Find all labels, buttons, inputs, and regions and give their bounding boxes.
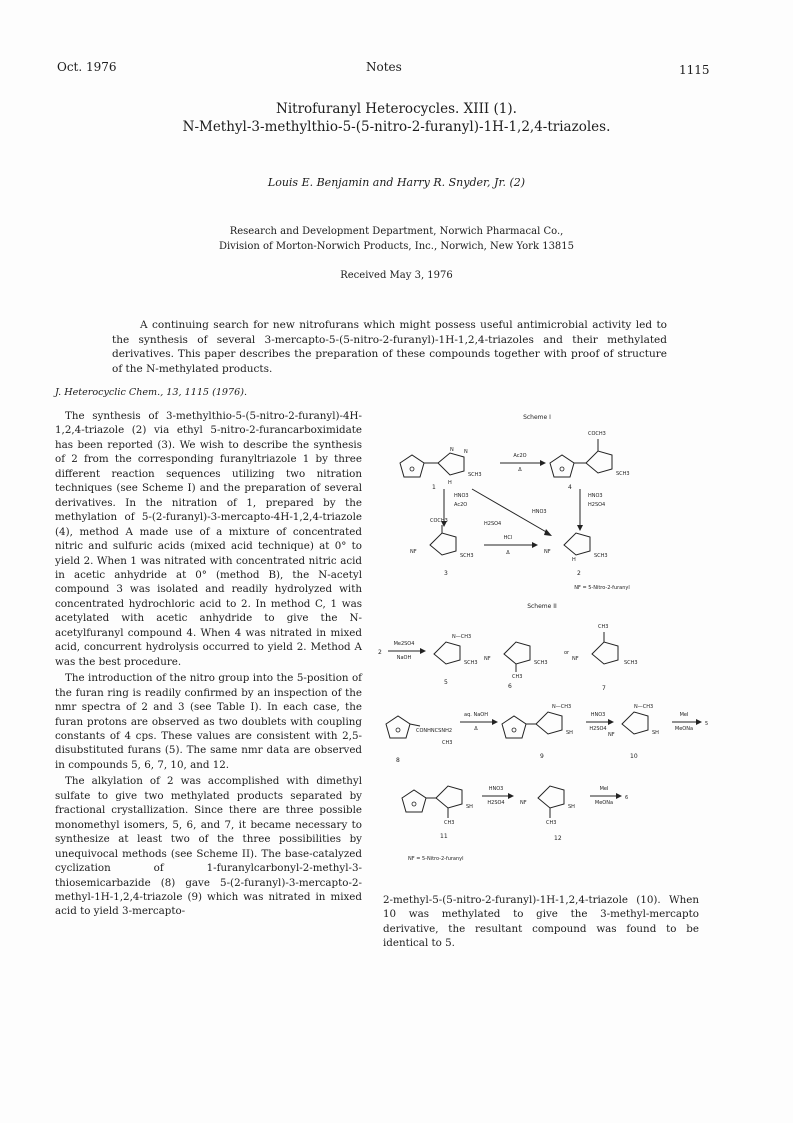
svg-text:aq. NaOH: aq. NaOH [464, 712, 488, 718]
scheme-2-figure [372, 598, 712, 866]
svg-text:NF: NF [410, 549, 417, 555]
svg-text:N: N [450, 447, 454, 453]
svg-text:Ac2O: Ac2O [513, 453, 527, 459]
svg-text:Δ: Δ [506, 550, 510, 556]
svg-text:CH3: CH3 [444, 820, 455, 826]
body-left-column [55, 409, 362, 919]
compound-11-structure [402, 786, 473, 840]
svg-text:SCH3: SCH3 [594, 553, 608, 559]
svg-text:HNO3: HNO3 [454, 493, 469, 499]
svg-text:SCH3: SCH3 [534, 660, 548, 666]
compound-12-label: 12 [554, 835, 562, 842]
running-section: Notes [366, 60, 402, 74]
compound-7-label: 7 [602, 685, 606, 692]
compound-2-label: 2 [577, 570, 581, 577]
scheme-1-title: Scheme I [523, 414, 551, 421]
svg-text:N: N [464, 449, 468, 455]
scheme-2-title: Scheme II [527, 603, 557, 610]
svg-text:NF: NF [520, 800, 527, 806]
compound-11-label: 11 [440, 833, 448, 840]
compound-7-structure [572, 624, 638, 692]
svg-text:SH: SH [568, 804, 575, 810]
scheme-1-footnote: NF = 5-Nitro-2-furanyl [574, 585, 630, 591]
svg-text:Me2SO4: Me2SO4 [393, 641, 415, 647]
article-title-line2: N-Methyl-3-methylthio-5-(5-nitro-2-furanyl)-1H-1,2,4-triazoles. [182, 119, 611, 135]
compound-1-structure [400, 447, 482, 491]
svg-text:Δ: Δ [474, 726, 478, 732]
abstract: A continuing search for new nitrofurans which might possess useful antimicrobial activity led to the synthesis of several 3-mercapto-5-(5-nitro-2-furanyl)-1H-1,2,4-triazoles and their methylated derivatives. This paper describes the preparation of these compounds together with proof of structure of the N-methylated products. [112, 319, 667, 375]
compound-12-structure [520, 786, 575, 842]
svg-text:SCH3: SCH3 [616, 471, 630, 477]
svg-text:NF: NF [544, 549, 551, 555]
svg-text:HNO3: HNO3 [488, 786, 504, 792]
affiliation-line2: Division of Morton-Norwich Products, Inc., Norwich, New York 13815 [218, 241, 575, 252]
compound-10-structure [608, 704, 659, 760]
compound-4-label: 4 [568, 484, 572, 491]
compound-6-label: 6 [508, 683, 512, 690]
svg-text:H2SO4: H2SO4 [589, 726, 607, 732]
svg-text:CH3: CH3 [546, 820, 557, 826]
compound-5-structure [434, 634, 478, 686]
svg-text:COCH3: COCH3 [588, 431, 606, 437]
svg-text:SCH3: SCH3 [624, 660, 638, 666]
svg-text:COCH3: COCH3 [430, 518, 448, 524]
svg-text:Ac2O: Ac2O [454, 502, 468, 508]
svg-text:HNO3: HNO3 [532, 509, 547, 515]
compound-1-label: 1 [432, 484, 436, 491]
svg-text:HCl: HCl [503, 535, 513, 541]
svg-text:MeONa: MeONa [674, 726, 694, 732]
compound-10-label: 10 [630, 753, 638, 760]
svg-text:Δ: Δ [518, 467, 522, 473]
svg-text:NaOH: NaOH [396, 655, 412, 661]
running-date: Oct. 1976 [57, 60, 117, 74]
svg-text:H2SO4: H2SO4 [487, 800, 505, 806]
compound-5-label: 5 [444, 679, 448, 686]
compound-2-structure [544, 533, 608, 577]
page-number: 1115 [679, 63, 710, 77]
scheme-2-footnote: NF = 5-Nitro-2-furanyl [408, 856, 464, 862]
body-right-column [383, 893, 699, 951]
svg-text:H: H [448, 480, 452, 486]
compound-6-structure [484, 642, 548, 690]
svg-text:SCH3: SCH3 [468, 472, 482, 478]
compound-8-structure [386, 716, 452, 764]
svg-text:MeI: MeI [679, 712, 689, 718]
compound-3-label: 3 [444, 570, 448, 577]
authors: Louis E. Benjamin and Harry R. Snyder, Jr. (2) [267, 176, 526, 189]
received-date: Received May 3, 1976 [340, 270, 453, 281]
svg-text:H: H [572, 557, 576, 563]
scheme-1-figure [372, 405, 702, 595]
body-paragraph-3: The alkylation of 2 was accomplished with dimethyl sulfate to give two methylated products separated by fractional crystallization. Since there are three possible monomethyl isomers, 5, 6, and 7, it became necessary to synthesize at least two of the three possibilities by unequivocal methods (see Scheme II). The base-catalyzed cyclization of 1-furanylcarbonyl-2-methyl-3-thiosemicarbazide (8) gave 5-(2-furanyl)-3-mercapto-2-methyl-1H-1,2,4-triazole (9) which was nitrated in mixed acid to yield 3-mercapto- [55, 775, 362, 918]
svg-text:2: 2 [378, 649, 382, 656]
compound-8-label: 8 [396, 757, 400, 764]
svg-text:6: 6 [625, 795, 629, 801]
svg-text:5: 5 [705, 721, 709, 727]
affiliation-line1: Research and Development Department, Norwich Pharmacal Co., [229, 226, 564, 237]
svg-text:SH: SH [652, 730, 659, 736]
compound-9-label: 9 [540, 753, 544, 760]
svg-text:CONHNCSNH2: CONHNCSNH2 [416, 728, 453, 734]
article-title-line1: Nitrofuranyl Heterocycles. XIII (1). [276, 101, 517, 117]
compound-9-structure [502, 704, 573, 760]
article-title [0, 100, 793, 136]
svg-text:NF: NF [484, 656, 491, 662]
svg-text:SH: SH [566, 730, 573, 736]
journal-citation: J. Heterocyclic Chem., 13, 1115 (1976). [55, 387, 248, 398]
svg-text:N—CH3: N—CH3 [634, 704, 654, 710]
body-paragraph-1: The synthesis of 3-methylthio-5-(5-nitro-2-furanyl)-4H-1,2,4-triazole (2) via ethyl 5-nitro-2-furancarboximidate has been reported (3). We wish to describe the synthesis of 2 from the corresponding furanyltriazole 1 by three different reaction sequences utilizing two nitration techniques (see Scheme I) and the preparation of several derivatives. In the nitration of 1, prepared by the methylation of 5-(2-furanyl)-3-mercapto-4H-1,2,4-triazole (4), method A made use of a mixture of concentrated nitric and sulfuric acids (mixed acid technique) at 0° to yield 2. When 1 was nitrated with concentrated nitric acid in acetic anhydride at 0° (method B), the N-acetyl compound 3 was isolated and readily hydrolyzed with concentrated hydrochloric acid to 2. In method C, 1 was acetylated with acetic anhydride to give the N-acetylfuranyl compound 4. When 4 was nitrated in mixed acid, concurrent hydrolysis occurred to yield 2. Method A was the best procedure. [55, 410, 362, 668]
body-paragraph-4: 2-methyl-5-(5-nitro-2-furanyl)-1H-1,2,4-triazole (10). When 10 was methylated to give the 3-methyl-mercapto derivative, the resultant compound was found to be identical to 5. [383, 894, 699, 950]
svg-text:CH3: CH3 [512, 674, 523, 680]
svg-text:N—CH3: N—CH3 [452, 634, 472, 640]
compound-3-structure [410, 518, 474, 577]
affiliation [0, 224, 793, 254]
svg-text:MeI: MeI [599, 786, 609, 792]
body-paragraph-2: The introduction of the nitro group into the 5-position of the furan ring is readily confirmed by an inspection of the nmr spectra of 2 and 3 (see Table I). In each case, the furan protons are observed as two doublets with coupling constants of 4 cps. These values are consistent with 2,5-disubstituted furans (5). The same nmr data are observed in compounds 5, 6, 7, 10, and 12. [55, 672, 362, 771]
compound-4-structure [550, 431, 630, 491]
svg-text:SCH3: SCH3 [460, 553, 474, 559]
svg-text:NF: NF [572, 656, 579, 662]
svg-text:CH3: CH3 [598, 624, 609, 630]
svg-text:N—CH3: N—CH3 [552, 704, 572, 710]
svg-text:HNO3: HNO3 [590, 712, 606, 718]
svg-text:SCH3: SCH3 [464, 660, 478, 666]
svg-text:NF: NF [608, 732, 615, 738]
svg-text:H2SO4: H2SO4 [484, 521, 502, 527]
svg-text:HNO3: HNO3 [588, 493, 603, 499]
svg-text:MeONa: MeONa [594, 800, 614, 806]
svg-text:CH3: CH3 [442, 740, 453, 746]
svg-text:or: or [564, 650, 570, 656]
svg-text:SH: SH [466, 804, 473, 810]
svg-text:H2SO4: H2SO4 [588, 502, 606, 508]
